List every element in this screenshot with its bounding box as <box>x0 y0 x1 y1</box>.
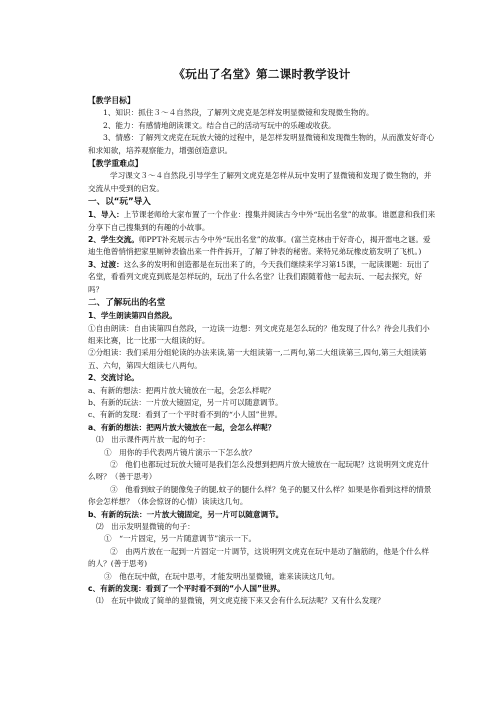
subsection-a-item-1a: ① 用你的手代表两片镜片演示一下怎么放？ <box>104 447 256 457</box>
subsection-a-item-1: ⑴ 出示课件两片放一起的句子： <box>96 435 210 445</box>
section-1-heading: 一、以“玩”导入 <box>88 197 151 208</box>
document-title: 《玩出了名堂》第二课时教学设计 <box>173 67 351 81</box>
subsection-a-item-1b: ② 他们也都玩过玩放大镜可是我们怎么没想到把两片放大镜放在一起玩呢？这说明列文虎克什么呀？（善于思考） <box>88 459 429 482</box>
subsection-b-item-1b: ② 由两片放在一起到一片固定一片调节，这说明列文虎克在玩中是动了脑筋的，他是个什么样的人？(善于思考) <box>88 546 429 569</box>
subsection-a-item-1c: ③ 他看到蚊子的腿像兔子的腿,蚊子的腿什么样？兔子的腿又什么样？如果是你看到这样的情景你会怎样想？（体会惊讶的心情）读读这几句。 <box>88 484 432 507</box>
intro-label: 1、导入： <box>88 210 124 220</box>
step-1-group-reading: ②分组读：我们采用分组轮读的办法来读,第一大组读第一,二两句,第二大组读第三,四句,第三大组读第五、六句，第四大组读七八两句。 <box>88 348 427 370</box>
subsection-a-title: a、有新的想法：把两片放大镜放在一起，会怎么样呢？ <box>88 422 276 432</box>
section-1-intro <box>88 209 436 234</box>
step-2-title: 2、交流讨论。 <box>88 373 139 383</box>
intro-text: 上节课老师给大家布置了一个作业：搜集并阅读古今中外“玩出名堂”的故事。谁愿意和我们来分享下自己搜集到的有趣的小故事。 <box>88 210 436 232</box>
step-1-free-reading: ①自由朗读：自由读第四自然段，一边读一边想：列文虎克是怎么玩的？他发现了什么？待会儿我们小组来比赛，比一比那一大组读的好。 <box>88 323 430 345</box>
subsection-c-title: c、有新的发现：看到了一个平时看不到的“小人国”世界。 <box>88 584 285 594</box>
key-points-text: 学习课文３～４自然段,引导学生了解列文虎克是怎样从玩中发明了显微镜和发现了微生物的，并交流从中受到的启发。 <box>88 171 432 193</box>
goal-knowledge: 1、知识：抓住３～４自然段，了解列文虎克是怎样发明显微镜和发现微生物的。 <box>103 108 374 118</box>
transition-label: 3、过渡： <box>88 259 124 269</box>
subsection-b-item-1a: ① “一片固定，另一片随意调节”演示一下。 <box>104 534 257 544</box>
key-points-header: 【教学重难点】 <box>88 159 143 169</box>
goals-header: 【教学目标】 <box>88 96 135 105</box>
step-1-title: 1、学生朗读第四自然段。 <box>88 311 177 321</box>
subsection-b-item-1: ⑵ 出示发明显微镜的句子： <box>96 522 195 531</box>
exchange-text: 师PPT补充展示古今中外“玩出名堂”的故事。(富兰克林由于好奇心，揭开雷电之谜。爱迪生他曾悄悄把家里厕钟表偷出来一件件拆开，了解了钟表的秘密。莱特兄弟玩橡皮筋发明了飞机。) <box>88 235 431 257</box>
subsection-b-item-1c: ③ 他在玩中做，在玩中思考，才能发明出显微镜，谁来读读这几句。 <box>104 571 340 581</box>
goal-ability: 2、能力：有感情地朗读课文。结合自己的活动写玩中的乐趣或收获。 <box>103 120 336 130</box>
section-2-heading: 二、了解玩出的名堂 <box>88 298 166 309</box>
section-1-transition <box>88 259 436 296</box>
goal-emotion: 3、情感：了解列文虎克在玩放大镜的过程中，是怎样发明显微镜和发现微生物的，从而激发好奇心和求知欲，培养观察能力，增强创造意识。 <box>88 133 435 155</box>
section-1-exchange <box>88 234 436 259</box>
step-2-item-b: b、有新的玩法：一片放大镜固定，另一片可以随意调节。 <box>88 397 283 407</box>
step-2-item-a: a、有新的想法：把两片放大镜放在一起，会怎么样呢？ <box>88 385 275 395</box>
step-2-item-c: c、有新的发现：看到了一个平时看不到的“小人国”世界。 <box>88 410 283 420</box>
exchange-label: 2、学生交流。 <box>88 235 139 245</box>
subsection-b-title: b、有新的玩法：一片放大镜固定，另一片可以随意调节。 <box>88 509 284 519</box>
transition-text: 这么多的发明和创造都是在玩出来了的，今天我们继续来学习第15课，一起读课题：玩出了名堂，看看列文虎克到底是怎样玩的，玩出了什么名堂？让我们跟随着他一起去玩、一起去探究，好吗？ <box>88 259 430 294</box>
subsection-c-item-1: ⑴ 在玩中做成了简单的显微镜，列文虎克接下来又会有什么玩法呢？又有什么发现？ <box>96 596 385 606</box>
